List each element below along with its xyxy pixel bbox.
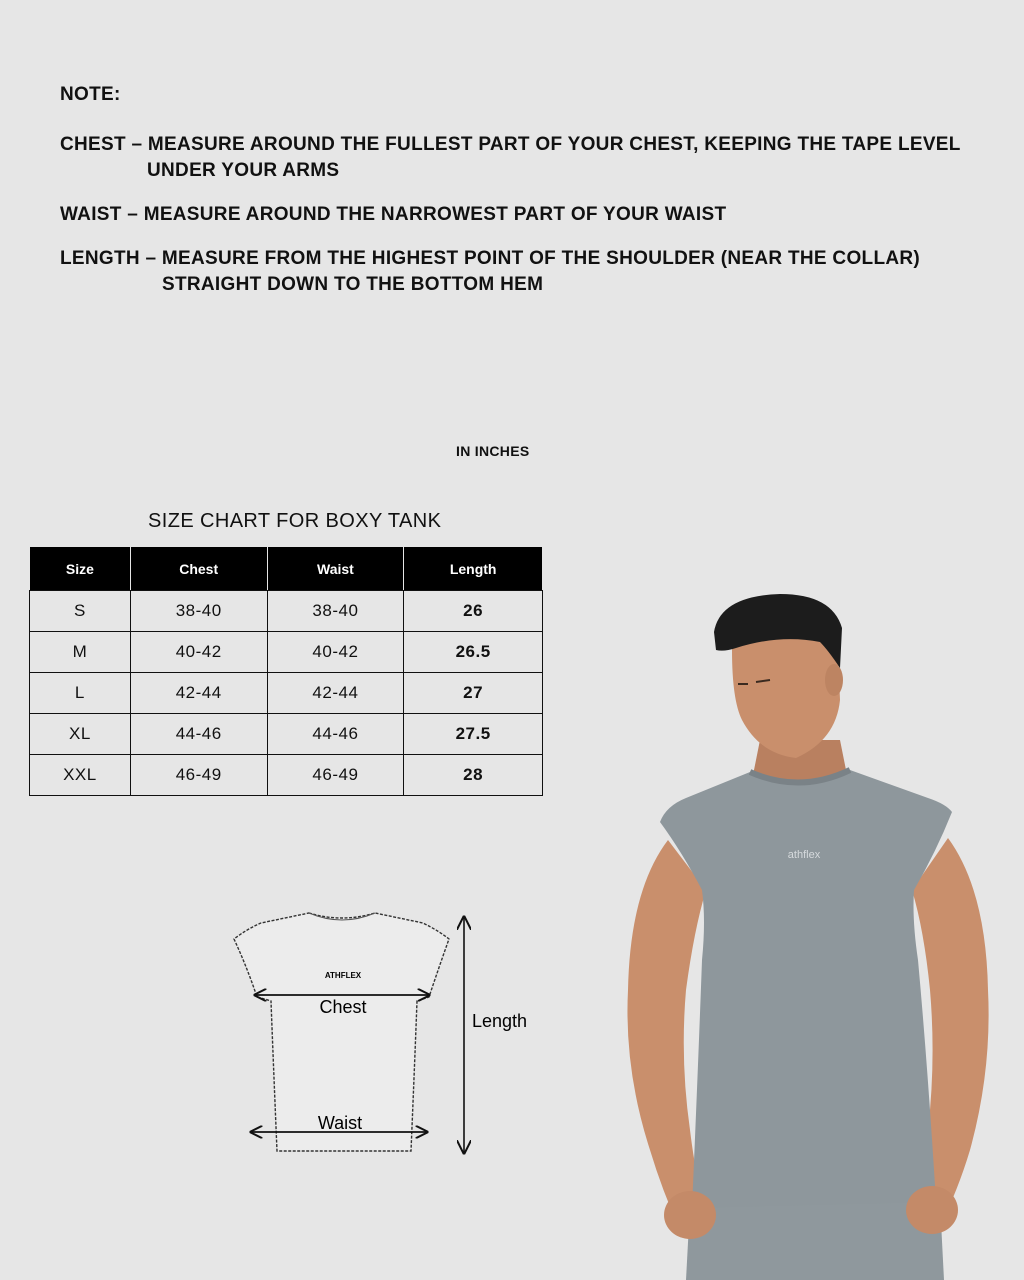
size-chart-title: SIZE CHART FOR BOXY TANK [148,510,442,532]
left-hand [664,1191,716,1239]
diagram-chest-label: Chest [319,997,367,1017]
shorts [686,1202,944,1280]
cell-size: M [30,632,131,673]
cell-waist: 42-44 [267,673,404,714]
cell-chest: 42-44 [130,673,267,714]
model-photo [610,590,1000,1280]
cell-size: L [30,673,131,714]
note-chest-line2: UNDER YOUR ARMS [147,160,340,181]
cell-chest: 40-42 [130,632,267,673]
note-chest-line1: CHEST – MEASURE AROUND THE FULLEST PART OF YOUR CHEST, KEEPING THE TAPE LEVEL [60,134,961,155]
table-row [30,714,543,755]
cell-length: 27 [404,673,543,714]
cell-size: S [30,591,131,632]
notes-heading: NOTE: [60,84,121,105]
right-hand [906,1186,958,1234]
table-row [30,755,543,796]
cell-length: 26.5 [404,632,543,673]
cell-length: 26 [404,591,543,632]
table-row [30,673,543,714]
ear [825,664,843,696]
diagram-waist-label: Waist [317,1113,363,1133]
tank-measurement-diagram [225,905,555,1165]
header-waist: Waist [267,547,404,591]
cell-waist: 44-46 [267,714,404,755]
cell-waist: 38-40 [267,591,404,632]
header-size: Size [30,547,131,591]
cell-chest: 46-49 [130,755,267,796]
note-waist [60,202,1000,228]
cell-length: 27.5 [404,714,543,755]
header-chest: Chest [130,547,267,591]
cell-size: XL [30,714,131,755]
cell-chest: 44-46 [130,714,267,755]
header-length: Length [404,547,543,591]
units-label: IN INCHES [456,443,530,459]
note-chest [60,132,1000,184]
measurement-notes [60,84,1000,316]
diagram-length-label: Length [472,1011,528,1031]
table-row [30,632,543,673]
note-length-line2: STRAIGHT DOWN TO THE BOTTOM HEM [162,274,544,295]
cell-length: 28 [404,755,543,796]
table-row [30,591,543,632]
shirt-print: athflex [787,849,821,861]
size-table [29,546,543,796]
table-header-row [30,547,543,591]
tank-top [660,770,952,1208]
cell-size: XXL [30,755,131,796]
cell-waist: 46-49 [267,755,404,796]
diagram-brand: ATHFLEX [324,971,362,980]
cell-waist: 40-42 [267,632,404,673]
note-length [60,246,1000,298]
cell-chest: 38-40 [130,591,267,632]
note-waist-line1: WAIST – MEASURE AROUND THE NARROWEST PART OF YOUR WAIST [60,204,727,225]
note-length-line1: LENGTH – MEASURE FROM THE HIGHEST POINT OF THE SHOULDER (NEAR THE COLLAR) [60,248,921,269]
